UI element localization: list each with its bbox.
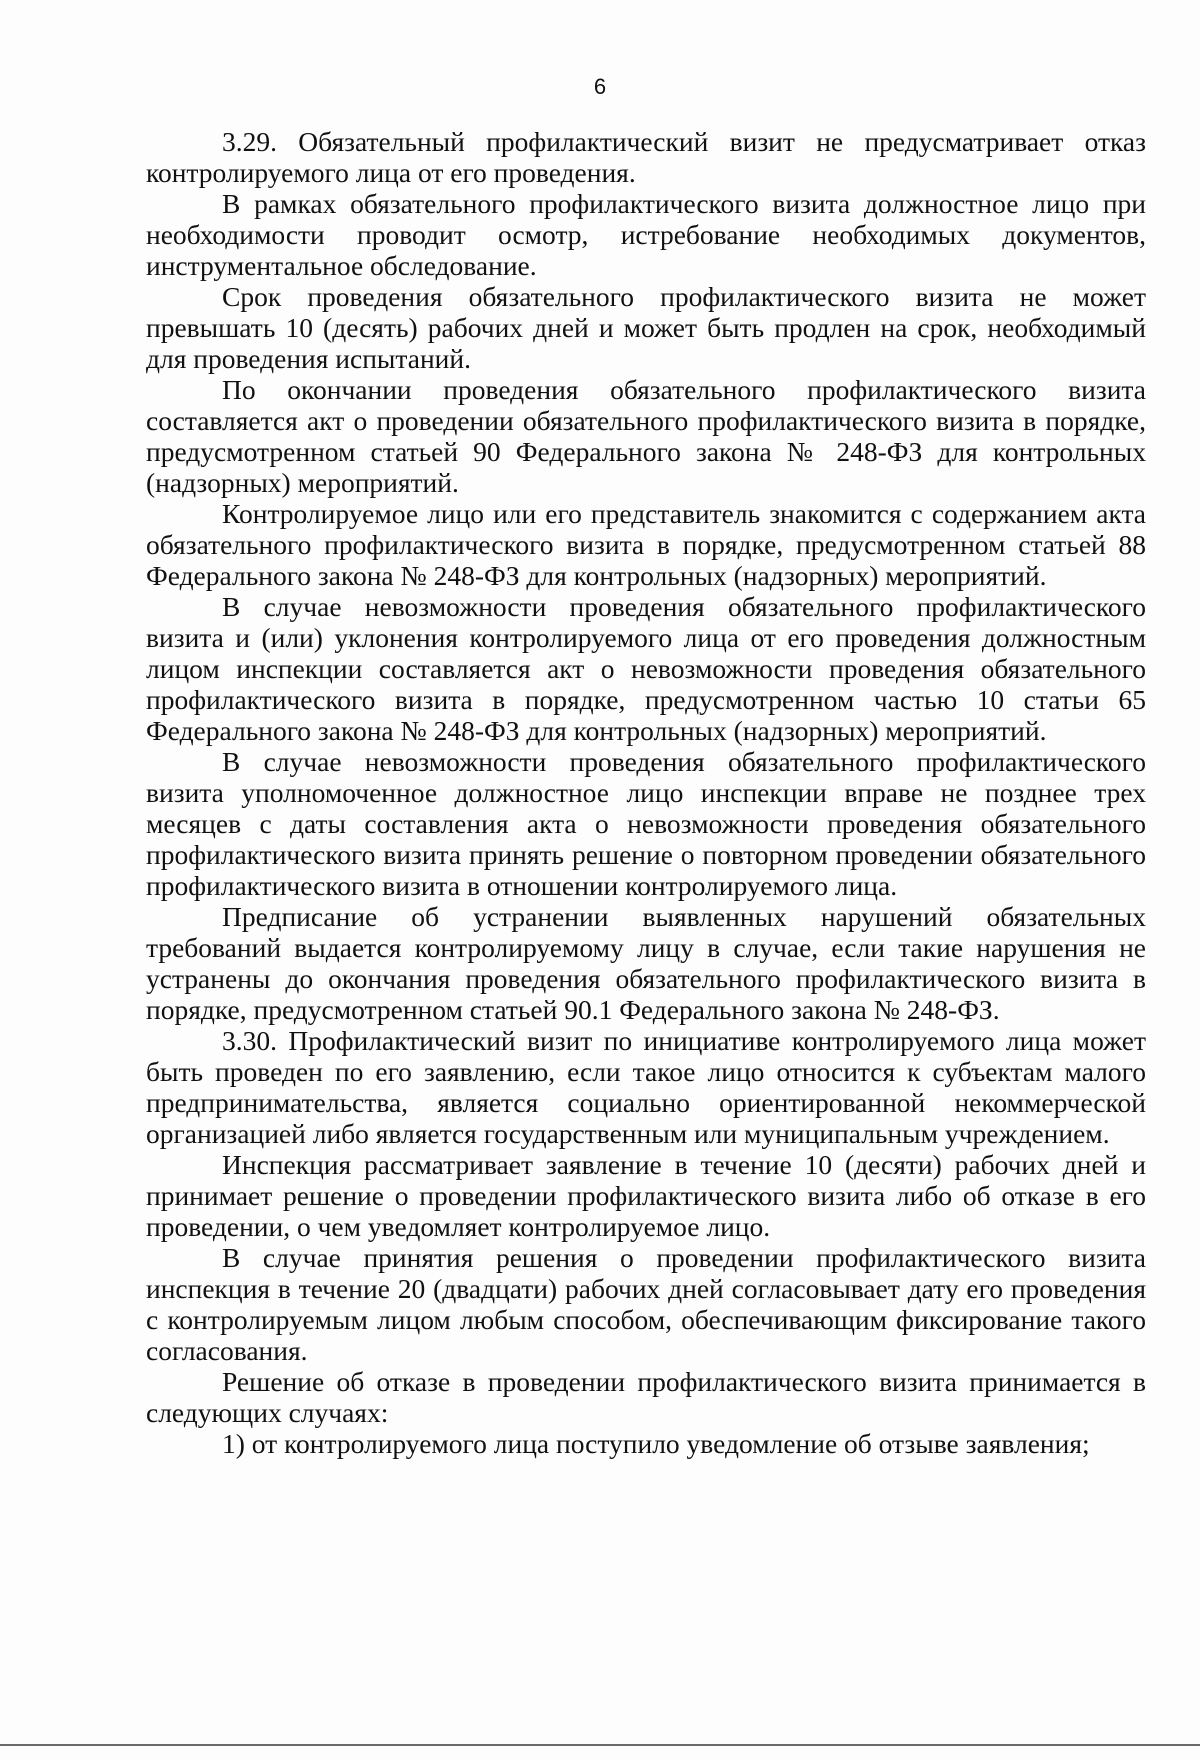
paragraph-repeat-visit: В случае невозможности проведения обязательного профилактического визита уполномоченное должностное лицо инспекции вправе не позднее трех месяцев с даты составления акта о невозможности проведения обязательного профилактического визита принять решение о повторном проведении обязательного профилактического визита в отношении контролируемого лица.: [146, 746, 1146, 901]
paragraph-3-30: 3.30. Профилактический визит по инициативе контролируемого лица может быть проведен по его заявлению, если такое лицо относится к субъектам малого предпринимательства, является социально ориентированной некоммерческой организацией либо является государственным или муниципальным учреждением.: [146, 1025, 1146, 1149]
paragraph-visit-duration: Срок проведения обязательного профилактического визита не может превышать 10 (десять) рабочих дней и может быть продлен на срок, необходимый для проведения испытаний.: [146, 281, 1146, 374]
paragraph-application-review: Инспекция рассматривает заявление в течение 10 (десяти) рабочих дней и принимает решение о проведении профилактического визита либо об отказе в его проведении, о чем уведомляет контролируемое лицо.: [146, 1149, 1146, 1242]
page-bottom-rule: [0, 1744, 1200, 1746]
document-body: [146, 126, 1146, 1459]
paragraph-visit-scope: В рамках обязательного профилактического визита должностное лицо при необходимости проводит осмотр, истребование необходимых документов, инструментальное обследование.: [146, 188, 1146, 281]
paragraph-prescription: Предписание об устранении выявленных нарушений обязательных требований выдается контролируемому лицу в случае, если такие нарушения не устранены до окончания проведения обязательного профилактического визита в порядке, предусмотренном статьей 90.1 Федерального закона № 248-ФЗ.: [146, 901, 1146, 1025]
paragraph-date-agreement: В случае принятия решения о проведении профилактического визита инспекция в течение 20 (двадцати) рабочих дней согласовывает дату его проведения с контролируемым лицом любым способом, обеспечивающим фиксирование такого согласования.: [146, 1242, 1146, 1366]
paragraph-refusal-cases: Решение об отказе в проведении профилактического визита принимается в следующих случаях:: [146, 1366, 1146, 1428]
page-number: 6: [593, 74, 607, 99]
paragraph-impossibility-act: В случае невозможности проведения обязательного профилактического визита и (или) уклонения контролируемого лица от его проведения должностным лицом инспекции составляется акт о невозможности проведения обязательного профилактического визита в порядке, предусмотренном частью 10 статьи 65 Федерального закона № 248-ФЗ для контрольных (надзорных) мероприятий.: [146, 591, 1146, 746]
paragraph-3-29: 3.29. Обязательный профилактический визит не предусматривает отказ контролируемого лица от его проведения.: [146, 126, 1146, 188]
paragraph-visit-act: По окончании проведения обязательного профилактического визита составляется акт о проведении обязательного профилактического визита в порядке, предусмотренном статьей 90 Федерального закона № 248-ФЗ для контрольных (надзорных) мероприятий.: [146, 374, 1146, 498]
paragraph-act-familiarization: Контролируемое лицо или его представитель знакомится с содержанием акта обязательного профилактического визита в порядке, предусмотренном статьей 88 Федерального закона № 248-ФЗ для контрольных (надзорных) мероприятий.: [146, 498, 1146, 591]
list-item-1: 1) от контролируемого лица поступило уведомление об отзыве заявления;: [222, 1428, 1090, 1459]
